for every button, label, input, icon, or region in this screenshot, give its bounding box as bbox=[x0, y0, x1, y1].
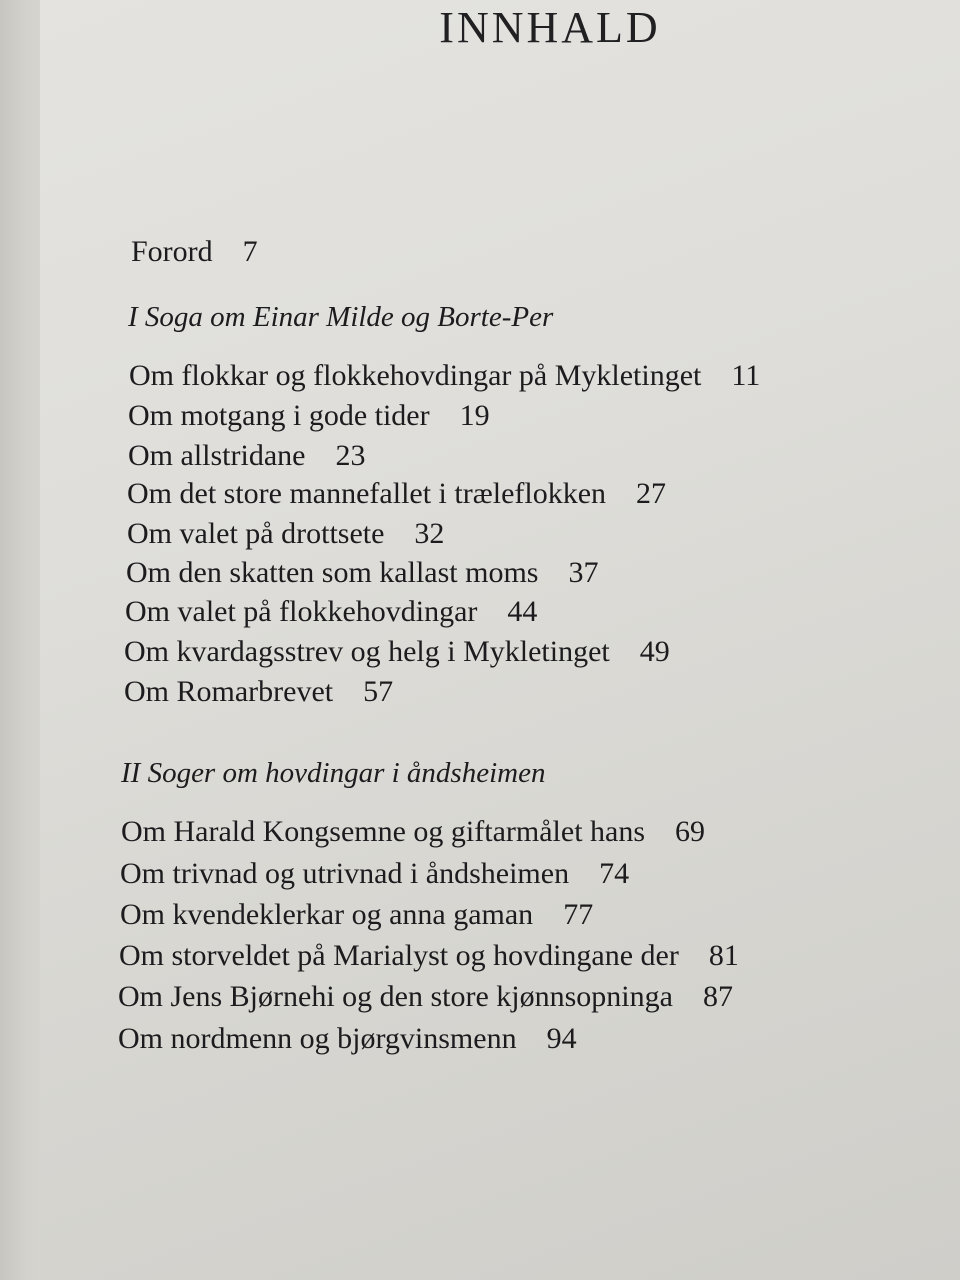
toc-entry-page: 27 bbox=[636, 477, 667, 510]
toc-entry-title: Om Jens Bjørnehi og den store kjønnsopninga bbox=[118, 980, 673, 1013]
toc-entry-title: Om valet på flokkehovdingar bbox=[125, 595, 478, 628]
part-heading: II Soger om hovdingar i åndsheimen bbox=[121, 757, 546, 789]
toc-entry-title: Om den skatten som kallast moms bbox=[126, 556, 539, 589]
toc-entry-page: 49 bbox=[639, 635, 670, 668]
toc-entry bbox=[126, 555, 598, 591]
toc-entry-title: Om storveldet på Marialyst og hovdingane der bbox=[119, 939, 679, 972]
toc-entry-page: 94 bbox=[546, 1022, 577, 1055]
toc-entry-title: Om kvendeklerkar og anna gaman bbox=[120, 898, 534, 931]
toc-entry-page: 19 bbox=[459, 399, 490, 432]
toc-entry-page: 74 bbox=[599, 857, 630, 890]
toc-entry-page: 77 bbox=[563, 898, 594, 931]
toc-entry bbox=[119, 938, 739, 974]
toc-entry-page: 7 bbox=[242, 235, 258, 268]
toc-entry-title: Om valet på drottsete bbox=[127, 517, 385, 550]
toc-entry bbox=[127, 516, 444, 552]
toc-entry-title: Om flokkar og flokkehovdingar på Mykletinget bbox=[129, 359, 702, 392]
toc-foreword bbox=[131, 234, 258, 270]
toc-entry-title: Om kvardagsstrev og helg i Mykletinget bbox=[124, 635, 610, 668]
toc-entry bbox=[121, 814, 705, 850]
toc-entry-title: Om Harald Kongsemne og giftarmålet hans bbox=[121, 815, 646, 848]
part-heading: I Soga om Einar Milde og Borte-Per bbox=[128, 301, 554, 333]
toc-entry bbox=[118, 1021, 577, 1057]
toc-entry bbox=[118, 979, 733, 1015]
toc-entry bbox=[124, 674, 393, 710]
toc-entry-title: Forord bbox=[131, 235, 213, 268]
toc-entry bbox=[128, 438, 365, 474]
toc-entry bbox=[129, 358, 760, 394]
toc-entry bbox=[120, 856, 629, 892]
toc-entry bbox=[127, 476, 666, 512]
toc-entry bbox=[124, 634, 670, 670]
toc-entry-page: 32 bbox=[414, 517, 445, 550]
toc-entry-page: 11 bbox=[731, 359, 761, 392]
toc-entry-title: Om motgang i gode tider bbox=[128, 399, 430, 432]
toc-entry-page: 81 bbox=[708, 939, 739, 972]
toc-entry-title: Om nordmenn og bjørgvinsmenn bbox=[118, 1022, 517, 1055]
toc-entry-page: 69 bbox=[675, 815, 706, 848]
toc-entry-page: 37 bbox=[568, 556, 599, 589]
page-title: INNHALD bbox=[439, 3, 661, 52]
toc-entry-page: 57 bbox=[363, 675, 394, 708]
toc-entry-page: 44 bbox=[507, 595, 538, 628]
toc-entry-title: Om trivnad og utrivnad i åndsheimen bbox=[120, 857, 570, 890]
toc-entry bbox=[120, 897, 593, 933]
toc-entry-title: Om Romarbrevet bbox=[124, 675, 334, 708]
toc-entry-title: Om det store mannefallet i træleflokken bbox=[127, 477, 607, 510]
toc-entry-page: 87 bbox=[702, 980, 733, 1013]
toc-entry bbox=[128, 398, 490, 434]
toc-entry-page: 23 bbox=[335, 439, 366, 472]
toc-entry bbox=[125, 594, 537, 630]
toc-entry-title: Om allstridane bbox=[128, 439, 306, 472]
